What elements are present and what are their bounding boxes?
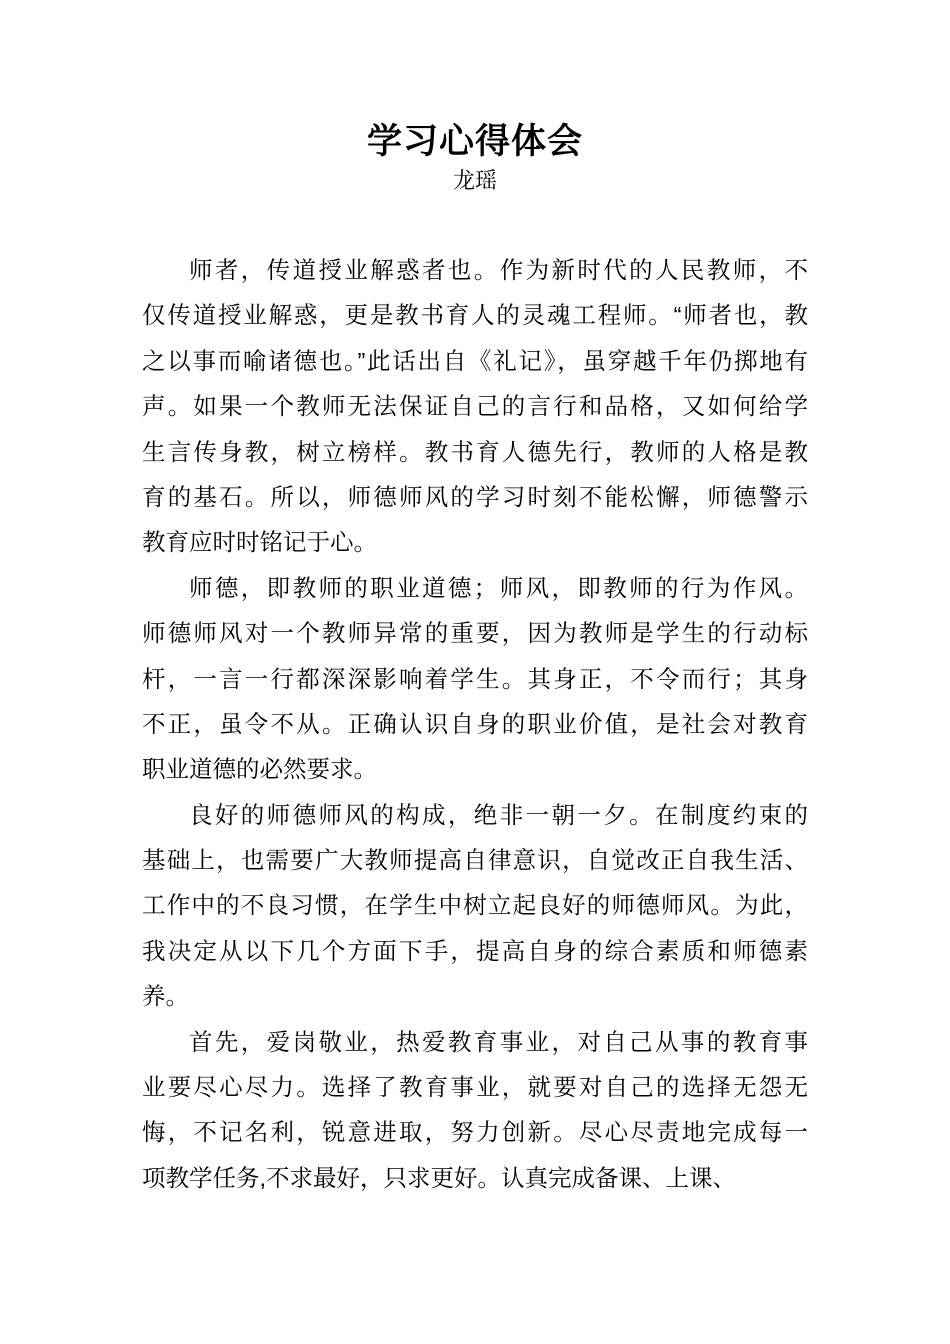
text-line: 仅传道授业解惑，更是教书育人的灵魂工程师。“师者也，教 (142, 302, 808, 329)
text-line: 师者，传道授业解惑者也。作为新时代的人民教师，不 (189, 257, 808, 283)
text-line: 杆，一言一行都深深影响着学生。其身正，不令而行；其身 (142, 665, 808, 692)
text-line: 我决定从以下几个方面下手，提高自身的综合素质和师德素 (142, 937, 808, 964)
text-line: 养。 (142, 983, 189, 1010)
text-line: 生言传身教，树立榜样。教书育人德先行，教师的人格是教 (142, 438, 808, 465)
text-line: 职业道德的必然要求。 (142, 756, 377, 783)
text-line: 师德，即教师的职业道德；师风，即教师的行为作风。 (189, 574, 808, 601)
text-line: 教育应时时铭记于心。 (142, 529, 377, 556)
paragraph-3 (142, 793, 808, 1020)
text-line: 业要尽心尽力。选择了教育事业，就要对自己的选择无怨无 (142, 1074, 808, 1101)
text-line: 项教学任务,不求最好，只求更好。认真完成备课、上课、 (142, 1164, 737, 1191)
paragraph-4 (142, 1020, 808, 1202)
text-line: 良好的师德师风的构成，绝非一朝一夕。在制度约束的 (189, 801, 808, 828)
paragraph-1 (142, 248, 808, 566)
text-line: 工作中的不良习惯，在学生中树立起良好的师德师风。为此， (142, 892, 808, 919)
document-title: 学习心得体会 (366, 122, 583, 161)
text-line: 基础上，也需要广大教师提高自律意识，自觉改正自我生活、 (142, 847, 808, 874)
text-line: 声。如果一个教师无法保证自己的言行和品格，又如何给学 (142, 393, 808, 420)
text-line: 不正，虽令不从。正确认识自身的职业价值，是社会对教育 (142, 710, 808, 737)
text-line: 首先，爱岗敬业，热爱教育事业，对自己从事的教育事 (189, 1028, 808, 1055)
text-line: 师德师风对一个教师异常的重要，因为教师是学生的行动标 (142, 620, 808, 647)
document-page (142, 0, 808, 1201)
paragraph-2 (142, 566, 808, 793)
text-line: 之以事而喻诸德也。”此话出自《礼记》，虽穿越千年仍掷地有 (142, 347, 808, 374)
text-line: 悔，不记名利，锐意进取，努力创新。尽心尽责地完成每一 (142, 1119, 808, 1146)
document-author: 龙瑶 (452, 168, 497, 193)
text-line: 育的基石。所以，师德师风的学习时刻不能松懈，师德警示 (142, 483, 808, 510)
document-body (142, 248, 808, 1201)
